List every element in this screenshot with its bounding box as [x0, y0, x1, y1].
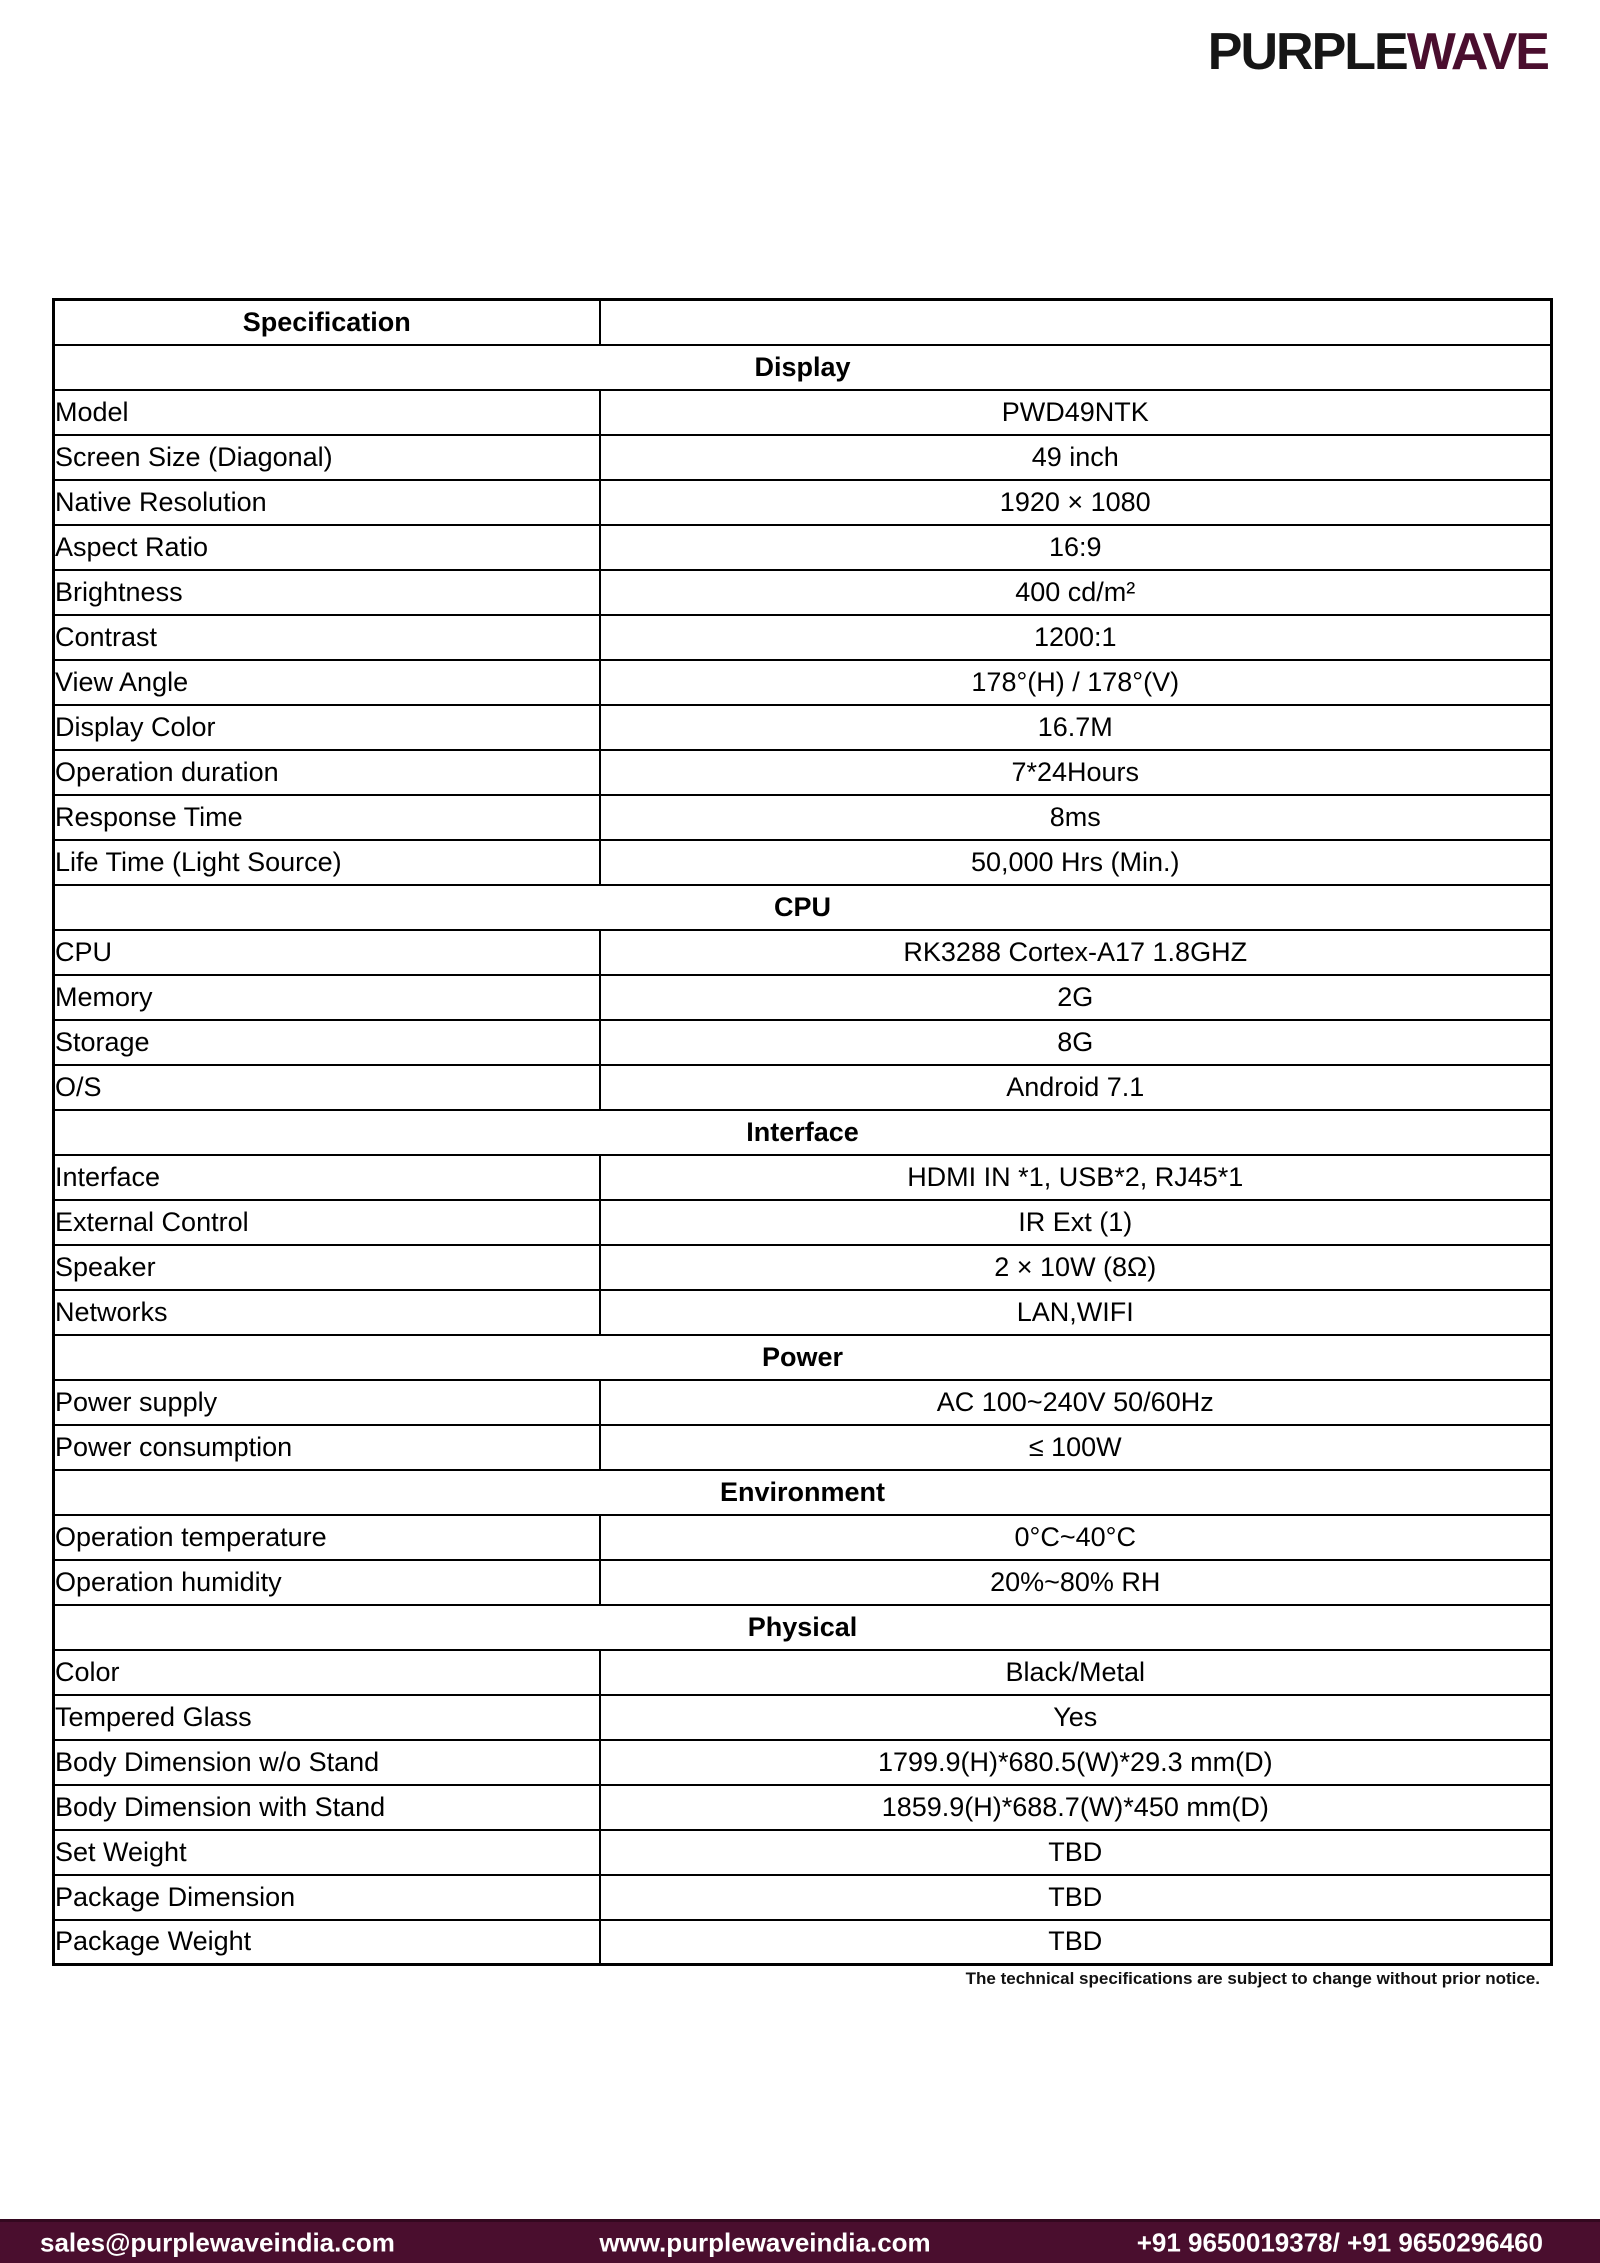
- spec-label-display-color: Display Color: [54, 705, 600, 750]
- spec-label-set-weight: Set Weight: [54, 1830, 600, 1875]
- spec-label-color: Color: [54, 1650, 600, 1695]
- spec-value-power-consumption: ≤ 100W: [600, 1425, 1552, 1470]
- table-row-screen-size-diagonal: [54, 435, 1552, 480]
- column-header-specification: Specification: [54, 300, 600, 345]
- specification-table: [52, 298, 1553, 1966]
- spec-value-life-time-light-source: 50,000 Hrs (Min.): [600, 840, 1552, 885]
- spec-label-brightness: Brightness: [54, 570, 600, 615]
- table-row-storage: [54, 1020, 1552, 1065]
- spec-value-memory: 2G: [600, 975, 1552, 1020]
- table-row-operation-duration: [54, 750, 1552, 795]
- table-row-package-dimension: [54, 1875, 1552, 1920]
- spec-value-speaker: 2 × 10W (8Ω): [600, 1245, 1552, 1290]
- spec-label-interface: Interface: [54, 1155, 600, 1200]
- table-row-display-color: [54, 705, 1552, 750]
- table-row-operation-humidity: [54, 1560, 1552, 1605]
- spec-value-networks: LAN,WIFI: [600, 1290, 1552, 1335]
- table-row-contrast: [54, 615, 1552, 660]
- table-row-external-control: [54, 1200, 1552, 1245]
- spec-label-package-weight: Package Weight: [54, 1920, 600, 1965]
- section-row-interface: [54, 1110, 1552, 1155]
- spec-label-screen-size-diagonal: Screen Size (Diagonal): [54, 435, 600, 480]
- section-row-environment: [54, 1470, 1552, 1515]
- spec-label-power-supply: Power supply: [54, 1380, 600, 1425]
- spec-value-storage: 8G: [600, 1020, 1552, 1065]
- spec-value-package-dimension: TBD: [600, 1875, 1552, 1920]
- spec-label-external-control: External Control: [54, 1200, 600, 1245]
- spec-value-body-dimension-with-stand: 1859.9(H)*688.7(W)*450 mm(D): [600, 1785, 1552, 1830]
- spec-label-life-time-light-source: Life Time (Light Source): [54, 840, 600, 885]
- section-row-cpu: [54, 885, 1552, 930]
- spec-value-tempered-glass: Yes: [600, 1695, 1552, 1740]
- spec-value-operation-humidity: 20%~80% RH: [600, 1560, 1552, 1605]
- footer-phone: +91 9650019378/ +91 9650296460: [1136, 2227, 1543, 2257]
- spec-value-power-supply: AC 100~240V 50/60Hz: [600, 1380, 1552, 1425]
- footer-website: www.purplewaveindia.com: [599, 2227, 931, 2257]
- spec-label-operation-humidity: Operation humidity: [54, 1560, 600, 1605]
- spec-value-operation-temperature: 0°C~40°C: [600, 1515, 1552, 1560]
- section-row-power: [54, 1335, 1552, 1380]
- table-row-set-weight: [54, 1830, 1552, 1875]
- table-row-memory: [54, 975, 1552, 1020]
- spec-label-tempered-glass: Tempered Glass: [54, 1695, 600, 1740]
- spec-label-model: Model: [54, 390, 600, 435]
- spec-label-operation-duration: Operation duration: [54, 750, 600, 795]
- spec-label-view-angle: View Angle: [54, 660, 600, 705]
- footer-bar: [0, 2219, 1600, 2263]
- disclaimer-note: The technical specifications are subject to change without prior notice.: [965, 1969, 1540, 1988]
- spec-label-o-s: O/S: [54, 1065, 600, 1110]
- table-row-specification: [54, 300, 1552, 345]
- section-header-interface: Interface: [54, 1110, 1552, 1155]
- purplewave-logo: [1207, 23, 1548, 81]
- table-row-response-time: [54, 795, 1552, 840]
- spec-value-cpu: RK3288 Cortex-A17 1.8GHZ: [600, 930, 1552, 975]
- table-row-tempered-glass: [54, 1695, 1552, 1740]
- spec-label-body-dimension-with-stand: Body Dimension with Stand: [54, 1785, 600, 1830]
- table-row-brightness: [54, 570, 1552, 615]
- table-row-life-time-light-source: [54, 840, 1552, 885]
- section-header-physical: Physical: [54, 1605, 1552, 1650]
- spec-value-native-resolution: 1920 × 1080: [600, 480, 1552, 525]
- table-row-aspect-ratio: [54, 525, 1552, 570]
- section-header-power: Power: [54, 1335, 1552, 1380]
- spec-label-speaker: Speaker: [54, 1245, 600, 1290]
- table-row-package-weight: [54, 1920, 1552, 1965]
- spec-label-body-dimension-w-o-stand: Body Dimension w/o Stand: [54, 1740, 600, 1785]
- spec-value-display-color: 16.7M: [600, 705, 1552, 750]
- column-header-value-empty: [600, 300, 1552, 345]
- table-row-power-supply: [54, 1380, 1552, 1425]
- spec-value-response-time: 8ms: [600, 795, 1552, 840]
- spec-label-storage: Storage: [54, 1020, 600, 1065]
- spec-label-cpu: CPU: [54, 930, 600, 975]
- table-row-power-consumption: [54, 1425, 1552, 1470]
- spec-label-native-resolution: Native Resolution: [54, 480, 600, 525]
- spec-value-package-weight: TBD: [600, 1920, 1552, 1965]
- spec-value-o-s: Android 7.1: [600, 1065, 1552, 1110]
- spec-label-operation-temperature: Operation temperature: [54, 1515, 600, 1560]
- section-row-display: [54, 345, 1552, 390]
- table-row-color: [54, 1650, 1552, 1695]
- spec-label-package-dimension: Package Dimension: [54, 1875, 600, 1920]
- table-row-body-dimension-with-stand: [54, 1785, 1552, 1830]
- section-header-cpu: CPU: [54, 885, 1552, 930]
- table-row-o-s: [54, 1065, 1552, 1110]
- spec-label-contrast: Contrast: [54, 615, 600, 660]
- spec-value-interface: HDMI IN *1, USB*2, RJ45*1: [600, 1155, 1552, 1200]
- spec-value-operation-duration: 7*24Hours: [600, 750, 1552, 795]
- spec-label-response-time: Response Time: [54, 795, 600, 840]
- section-header-environment: Environment: [54, 1470, 1552, 1515]
- spec-value-set-weight: TBD: [600, 1830, 1552, 1875]
- table-row-body-dimension-w-o-stand: [54, 1740, 1552, 1785]
- section-row-physical: [54, 1605, 1552, 1650]
- table-row-networks: [54, 1290, 1552, 1335]
- table-row-interface: [54, 1155, 1552, 1200]
- spec-value-model: PWD49NTK: [600, 390, 1552, 435]
- table-row-model: [54, 390, 1552, 435]
- spec-label-memory: Memory: [54, 975, 600, 1020]
- table-row-speaker: [54, 1245, 1552, 1290]
- table-row-view-angle: [54, 660, 1552, 705]
- spec-value-brightness: 400 cd/m²: [600, 570, 1552, 615]
- spec-value-external-control: IR Ext (1): [600, 1200, 1552, 1245]
- spec-label-power-consumption: Power consumption: [54, 1425, 600, 1470]
- spec-value-color: Black/Metal: [600, 1650, 1552, 1695]
- spec-label-aspect-ratio: Aspect Ratio: [54, 525, 600, 570]
- spec-value-body-dimension-w-o-stand: 1799.9(H)*680.5(W)*29.3 mm(D): [600, 1740, 1552, 1785]
- logo-text-purple: PURPLE: [1207, 23, 1407, 81]
- spec-value-view-angle: 178°(H) / 178°(V): [600, 660, 1552, 705]
- table-row-operation-temperature: [54, 1515, 1552, 1560]
- spec-value-aspect-ratio: 16:9: [600, 525, 1552, 570]
- spec-value-screen-size-diagonal: 49 inch: [600, 435, 1552, 480]
- table-row-cpu: [54, 930, 1552, 975]
- spec-value-contrast: 1200:1: [600, 615, 1552, 660]
- table-row-native-resolution: [54, 480, 1552, 525]
- footer-email: sales@purplewaveindia.com: [40, 2227, 395, 2257]
- logo-text-wave: WAVE: [1406, 23, 1548, 81]
- spec-label-networks: Networks: [54, 1290, 600, 1335]
- section-header-display: Display: [54, 345, 1552, 390]
